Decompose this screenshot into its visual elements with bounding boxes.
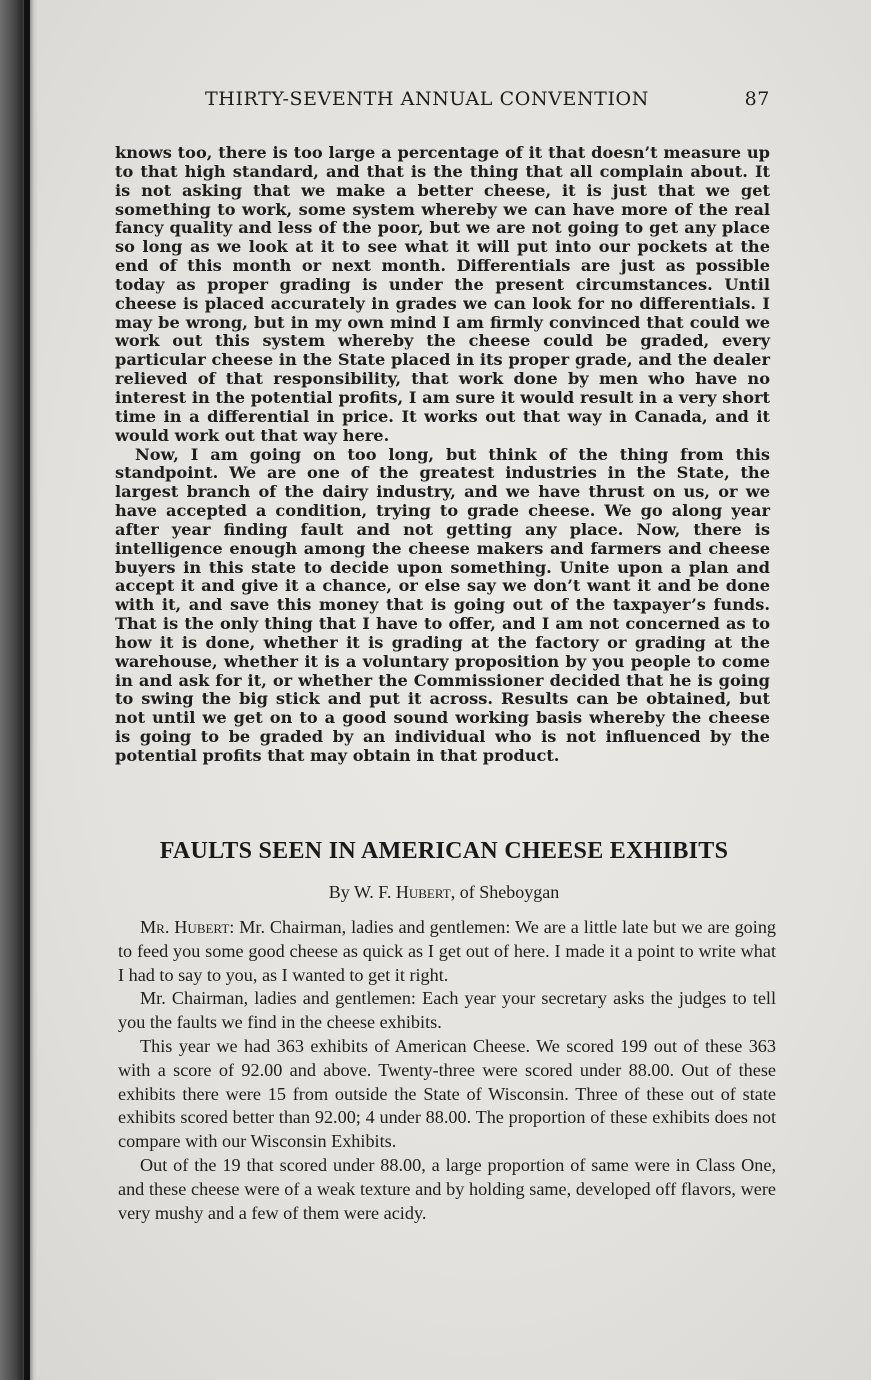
article-body [118, 916, 776, 1225]
continued-text-block [115, 144, 770, 766]
page-number: 87 [744, 88, 770, 110]
paragraph: This year we had 363 exhibits of American Cheese. We scored 199 out of these 363 with a score of 92.00 and above. Twenty-three were scored under 88.00. Out of these exhibits there were 15 from outside the State of Wisconsin. Three of these out of state exhibits scored better than 92.00; 4 under 88.00. The proportion of these exhibits does not compare with our Wisconsin Exhibits. [118, 1035, 776, 1152]
paragraph: knows too, there is too large a percentage of it that doesn’t measure up to that high standard, and that is the thing that all complain about. It is not asking that we make a better cheese, it is just that we get something to work, some system whereby we can have more of the real fancy quality and less of the poor, but we are not going to get any place so long as we look at it to see what it will put into our pockets at the end of this month or next month. Differentials are just as possible today as proper grading is under the present circumstances. Until cheese is placed accurately in grades we can look for no differentials. I may be wrong, but in my own mind I am firmly convinced that could we work out this system whereby the cheese could be graded, every particular cheese in the State placed in its proper grade, and the dealer relieved of that responsibility, that work done by men who have no interest in the potential profits, I am sure it would result in a very short time in a differential in price. It works out that way in Canada, and it would work out that way here. [115, 143, 770, 445]
article-byline [118, 882, 770, 903]
paragraph [118, 916, 776, 987]
paragraph: Now, I am going on too long, but think of the thing from this standpoint. We are one of the greatest industries in the State, the largest branch of the dairy industry, and we have thrust on us, or we have accepted a condition, trying to grade cheese. We go along year after year finding fault and not getting any place. Now, there is intelligence enough among the cheese makers and farmers and cheese buyers in this state to decide upon something. Unite upon a plan and accept it and give it a chance, or else say we don’t want it and be done with it, and save this money that is going out of the taxpayer’s funds. That is the only thing that I have to offer, and I am not concerned as to how it is done, whether it is grading at the factory or grading at the warehouse, whether it is a voluntary proposition by you people to come in and ask for it, or whether the Commissioner decided that he is going to swing the big stick and put it across. Results can be obtained, but not until we get on to a good sound working basis whereby the cheese is going to be graded by an individual who is not influenced by the potential profits that may obtain in that product. [115, 444, 770, 765]
paragraph: Out of the 19 that scored under 88.00, a large proportion of same were in Class One, and these cheese were of a weak texture and by holding same, developed off flavors, were very mushy and a few of them were acidy. [118, 1154, 776, 1223]
book-spine-shadow [0, 0, 38, 1380]
running-header-title: THIRTY-SEVENTH ANNUAL CONVENTION [205, 88, 649, 110]
speaker-name: Mr. Hubert: [140, 917, 235, 937]
byline-author-name: Hubert, [395, 882, 456, 902]
book-binding-edge [24, 0, 30, 1380]
paragraph-text: Mr. Chairman, ladies and gentlemen: We are a little late but we are going to feed you some good cheese as quick as I get out of here. I made it a point to write what I had to say to you, as I wanted to get it right. [118, 917, 777, 985]
byline-suffix: of Sheboygan [459, 882, 560, 902]
running-header [205, 88, 770, 114]
article-heading: FAULTS SEEN IN AMERICAN CHEESE EXHIBITS [159, 838, 729, 864]
byline-prefix: By W. F. [328, 882, 392, 902]
paragraph: Mr. Chairman, ladies and gentlemen: Each year your secretary asks the judges to tell you the faults we find in the cheese exhibits. [118, 988, 776, 1033]
